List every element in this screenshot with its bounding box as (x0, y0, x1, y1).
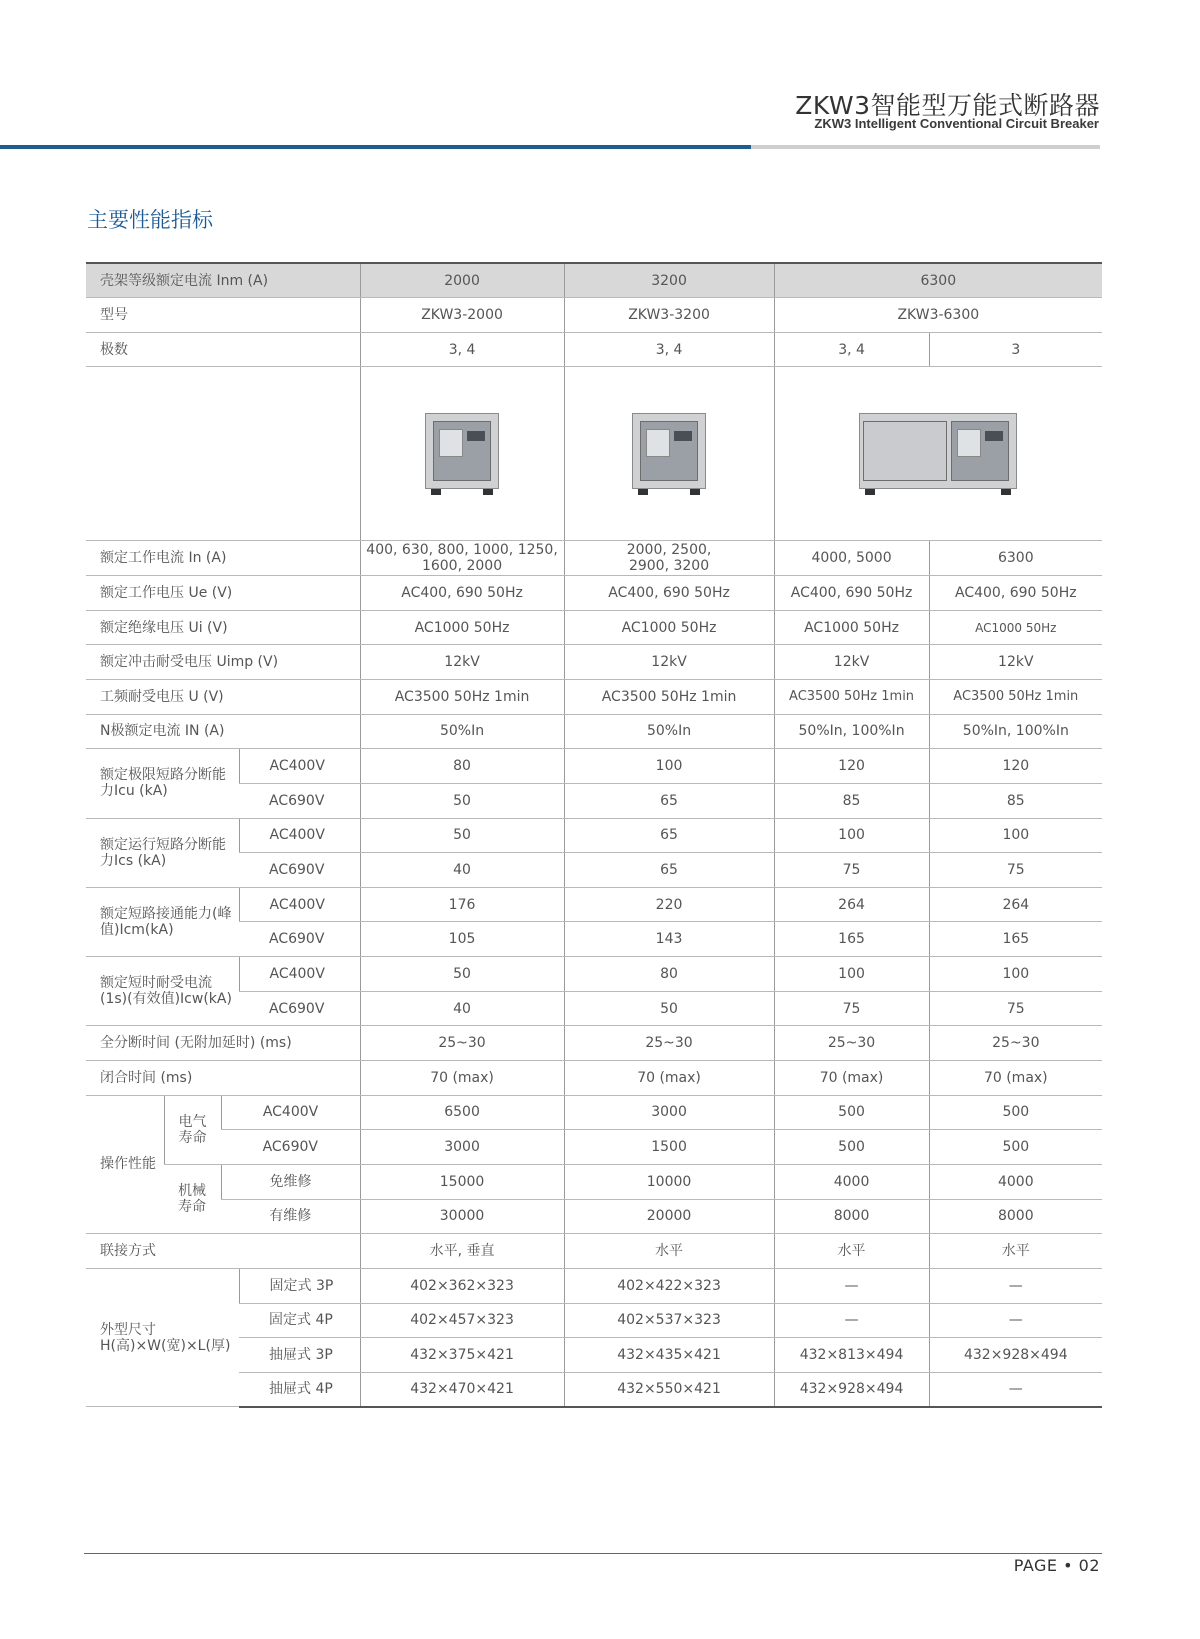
table-row-close-time (86, 1061, 1102, 1096)
table-cell: 50%In, 100%In (774, 714, 929, 749)
table-row-poles (86, 332, 1102, 367)
table-cell: 432×550×421 (564, 1372, 774, 1407)
table-cell: 402×422×323 (564, 1268, 774, 1303)
table-cell: AC3500 50Hz 1min (564, 679, 774, 714)
table-row-ics-690 (86, 853, 1102, 888)
table-row-op-mech-free (86, 1164, 1102, 1199)
table-cell: 220 (564, 887, 774, 922)
table-row-images (86, 367, 1102, 541)
table-cell: AC1000 50Hz (774, 610, 929, 645)
table-cell: 8000 (774, 1199, 929, 1234)
table-cell: AC1000 50Hz (360, 610, 564, 645)
table-row-dim-draw-4p (86, 1372, 1102, 1407)
table-cell: 80 (564, 957, 774, 992)
table-cell: 176 (360, 887, 564, 922)
table-cell: AC1000 50Hz (564, 610, 774, 645)
table-cell: AC3500 50Hz 1min (360, 679, 564, 714)
table-cell: 65 (564, 783, 774, 818)
table-row-op-mech-maint (86, 1199, 1102, 1234)
sub-label: AC400V (239, 887, 360, 922)
table-cell: 25~30 (929, 1026, 1102, 1061)
header-rule-blue (0, 145, 751, 149)
row-label: 操作性能 (86, 1095, 164, 1234)
breaker-image (425, 409, 499, 495)
sub-label: 抽屉式 3P (239, 1338, 360, 1373)
row-label: 额定极限短路分断能力Icu (kA) (86, 749, 239, 818)
table-cell: 75 (774, 853, 929, 888)
table-cell: 143 (564, 922, 774, 957)
table-cell: 3, 4 (774, 332, 929, 367)
sub-label: AC400V (221, 1095, 360, 1130)
table-cell: 水平, 垂直 (360, 1234, 564, 1269)
table-row-dim-fixed-3p (86, 1268, 1102, 1303)
table-cell: 3, 4 (360, 332, 564, 367)
table-cell: 100 (774, 818, 929, 853)
header-subtitle: ZKW3 Intelligent Conventional Circuit Breaker (814, 116, 1099, 131)
breaker-image (859, 409, 1017, 495)
row-label: 极数 (86, 332, 360, 367)
header-rule-grey (751, 145, 1100, 149)
table-row-model (86, 298, 1102, 333)
table-cell: 75 (929, 991, 1102, 1026)
table-cell: 8000 (929, 1199, 1102, 1234)
table-cell: 105 (360, 922, 564, 957)
table-cell: 50%In (360, 714, 564, 749)
table-cell: 50 (360, 957, 564, 992)
table-cell (86, 367, 360, 541)
table-cell: AC400, 690 50Hz (564, 576, 774, 611)
table-cell: AC400, 690 50Hz (929, 576, 1102, 611)
table-row-power-freq-voltage (86, 679, 1102, 714)
row-label: 工频耐受电压 U (V) (86, 679, 360, 714)
table-cell: 500 (929, 1130, 1102, 1165)
table-cell: — (929, 1268, 1102, 1303)
table-cell: 500 (929, 1095, 1102, 1130)
table-cell: 75 (774, 991, 929, 1026)
table-cell: 65 (564, 818, 774, 853)
table-cell: 100 (929, 957, 1102, 992)
table-cell: 4000, 5000 (774, 541, 929, 576)
table-row-icu-400 (86, 749, 1102, 784)
table-cell: AC1000 50Hz (929, 610, 1102, 645)
table-row-connection (86, 1234, 1102, 1269)
table-cell: 432×928×494 (929, 1338, 1102, 1373)
row-label: 型号 (86, 298, 360, 333)
table-cell: 432×928×494 (774, 1372, 929, 1407)
table-cell: 3000 (360, 1130, 564, 1165)
table-row-icu-690 (86, 783, 1102, 818)
table-cell: 432×375×421 (360, 1338, 564, 1373)
table-cell: 20000 (564, 1199, 774, 1234)
table-cell: 水平 (929, 1234, 1102, 1269)
table-cell: 4000 (774, 1164, 929, 1199)
table-cell: 402×537×323 (564, 1303, 774, 1338)
table-cell: 12kV (360, 645, 564, 680)
table-cell: ZKW3-6300 (774, 298, 1102, 333)
table-cell: 2000, 2500, 2900, 3200 (564, 541, 774, 576)
table-cell: AC3500 50Hz 1min (929, 679, 1102, 714)
spec-table (86, 262, 1102, 1408)
sub-label: AC400V (239, 818, 360, 853)
page-number: PAGE • 02 (1013, 1556, 1100, 1575)
table-cell: 400, 630, 800, 1000, 1250, 1600, 2000 (360, 541, 564, 576)
table-cell: 432×470×421 (360, 1372, 564, 1407)
table-row-break-time (86, 1026, 1102, 1061)
table-cell: 10000 (564, 1164, 774, 1199)
sub-label: AC690V (221, 1130, 360, 1165)
sub-label: AC690V (239, 853, 360, 888)
table-cell: 70 (max) (564, 1061, 774, 1096)
table-cell: 3 (929, 332, 1102, 367)
table-cell: ZKW3-3200 (564, 298, 774, 333)
sub-label: 有维修 (221, 1199, 360, 1234)
table-cell: 水平 (774, 1234, 929, 1269)
row-label: 额定工作电流 In (A) (86, 541, 360, 576)
table-cell: 402×457×323 (360, 1303, 564, 1338)
sub-label: 固定式 4P (239, 1303, 360, 1338)
sub-label: 固定式 3P (239, 1268, 360, 1303)
table-row-icm-690 (86, 922, 1102, 957)
table-cell: 120 (774, 749, 929, 784)
table-cell: ZKW3-2000 (360, 298, 564, 333)
row-label: 额定冲击耐受电压 Uimp (V) (86, 645, 360, 680)
row-label: 额定短路接通能力(峰值)Icm(kA) (86, 887, 239, 956)
table-row-op-elec-690 (86, 1130, 1102, 1165)
sub-group-label: 电气寿命 (164, 1095, 221, 1164)
table-row-dim-draw-3p (86, 1338, 1102, 1373)
table-cell: 2000 (360, 263, 564, 298)
table-cell: 12kV (774, 645, 929, 680)
table-row-rated-current (86, 541, 1102, 576)
row-label: 额定运行短路分断能力Ics (kA) (86, 818, 239, 887)
table-cell: AC400, 690 50Hz (360, 576, 564, 611)
table-cell: 70 (max) (360, 1061, 564, 1096)
table-cell: 432×435×421 (564, 1338, 774, 1373)
table-cell: 40 (360, 853, 564, 888)
table-cell: 25~30 (360, 1026, 564, 1061)
row-label: 额定短时耐受电流(1s)(有效值)Icw(kA) (86, 957, 239, 1026)
table-cell: 1500 (564, 1130, 774, 1165)
breaker-image (632, 409, 706, 495)
table-cell: 6500 (360, 1095, 564, 1130)
row-label: 额定工作电压 Ue (V) (86, 576, 360, 611)
table-cell: 402×362×323 (360, 1268, 564, 1303)
sub-label: AC400V (239, 957, 360, 992)
table-cell: 15000 (360, 1164, 564, 1199)
table-cell: 100 (929, 818, 1102, 853)
header-title: ZKW3智能型万能式断路器 (795, 91, 1100, 120)
row-label: 壳架等级额定电流 Inm (A) (86, 263, 360, 298)
table-row-dim-fixed-4p (86, 1303, 1102, 1338)
table-cell: 6300 (774, 263, 1102, 298)
table-cell: 80 (360, 749, 564, 784)
table-row-impulse-voltage (86, 645, 1102, 680)
table-cell: 264 (929, 887, 1102, 922)
table-row-op-elec-400 (86, 1095, 1102, 1130)
section-title: 主要性能指标 (87, 208, 213, 232)
table-cell: 50%In, 100%In (929, 714, 1102, 749)
table-row-icw-400 (86, 957, 1102, 992)
sub-label: AC690V (239, 783, 360, 818)
product-image-2000 (360, 367, 564, 541)
table-cell: 100 (564, 749, 774, 784)
table-cell: — (774, 1303, 929, 1338)
table-cell: 120 (929, 749, 1102, 784)
table-cell: 432×813×494 (774, 1338, 929, 1373)
sub-label: AC690V (239, 991, 360, 1026)
table-cell: 65 (564, 853, 774, 888)
table-cell: 50 (564, 991, 774, 1026)
sub-label: AC400V (239, 749, 360, 784)
table-cell: 40 (360, 991, 564, 1026)
row-label: 闭合时间 (ms) (86, 1061, 360, 1096)
table-cell: 25~30 (774, 1026, 929, 1061)
table-cell: 50 (360, 818, 564, 853)
sub-group-label: 机械寿命 (164, 1164, 221, 1233)
row-label: 外型尺寸H(高)×W(宽)×L(厚) (86, 1268, 239, 1407)
table-cell: 30000 (360, 1199, 564, 1234)
table-row-insulation-voltage (86, 610, 1102, 645)
table-row-icw-690 (86, 991, 1102, 1026)
table-cell: 3200 (564, 263, 774, 298)
table-cell: — (929, 1372, 1102, 1407)
table-cell: 85 (774, 783, 929, 818)
table-cell: 4000 (929, 1164, 1102, 1199)
table-cell: 165 (774, 922, 929, 957)
row-label: 额定绝缘电压 Ui (V) (86, 610, 360, 645)
table-cell: 264 (774, 887, 929, 922)
table-cell: 70 (max) (929, 1061, 1102, 1096)
table-cell: 85 (929, 783, 1102, 818)
table-cell: 12kV (929, 645, 1102, 680)
footer-rule (84, 1553, 1102, 1554)
table-cell: 3, 4 (564, 332, 774, 367)
table-cell: 70 (max) (774, 1061, 929, 1096)
table-cell: 50 (360, 783, 564, 818)
table-cell: 50%In (564, 714, 774, 749)
table-cell: — (774, 1268, 929, 1303)
table-cell: 12kV (564, 645, 774, 680)
table-cell: 25~30 (564, 1026, 774, 1061)
table-cell: AC3500 50Hz 1min (774, 679, 929, 714)
table-cell: 6300 (929, 541, 1102, 576)
row-label: N极额定电流 IN (A) (86, 714, 360, 749)
table-cell: 75 (929, 853, 1102, 888)
table-cell: AC400, 690 50Hz (774, 576, 929, 611)
table-cell: 500 (774, 1095, 929, 1130)
sub-label: 抽屉式 4P (239, 1372, 360, 1407)
row-label: 全分断时间 (无附加延时) (ms) (86, 1026, 360, 1061)
table-cell: 500 (774, 1130, 929, 1165)
product-image-3200 (564, 367, 774, 541)
table-row-rated-voltage (86, 576, 1102, 611)
table-cell: 3000 (564, 1095, 774, 1130)
table-row-n-pole-current (86, 714, 1102, 749)
sub-label: AC690V (239, 922, 360, 957)
product-image-6300 (774, 367, 1102, 541)
table-cell: 100 (774, 957, 929, 992)
table-row-icm-400 (86, 887, 1102, 922)
table-cell: 水平 (564, 1234, 774, 1269)
sub-label: 免维修 (221, 1164, 360, 1199)
table-cell: — (929, 1303, 1102, 1338)
table-row-ics-400 (86, 818, 1102, 853)
table-row-frame (86, 263, 1102, 298)
row-label: 联接方式 (86, 1234, 360, 1269)
table-cell: 165 (929, 922, 1102, 957)
